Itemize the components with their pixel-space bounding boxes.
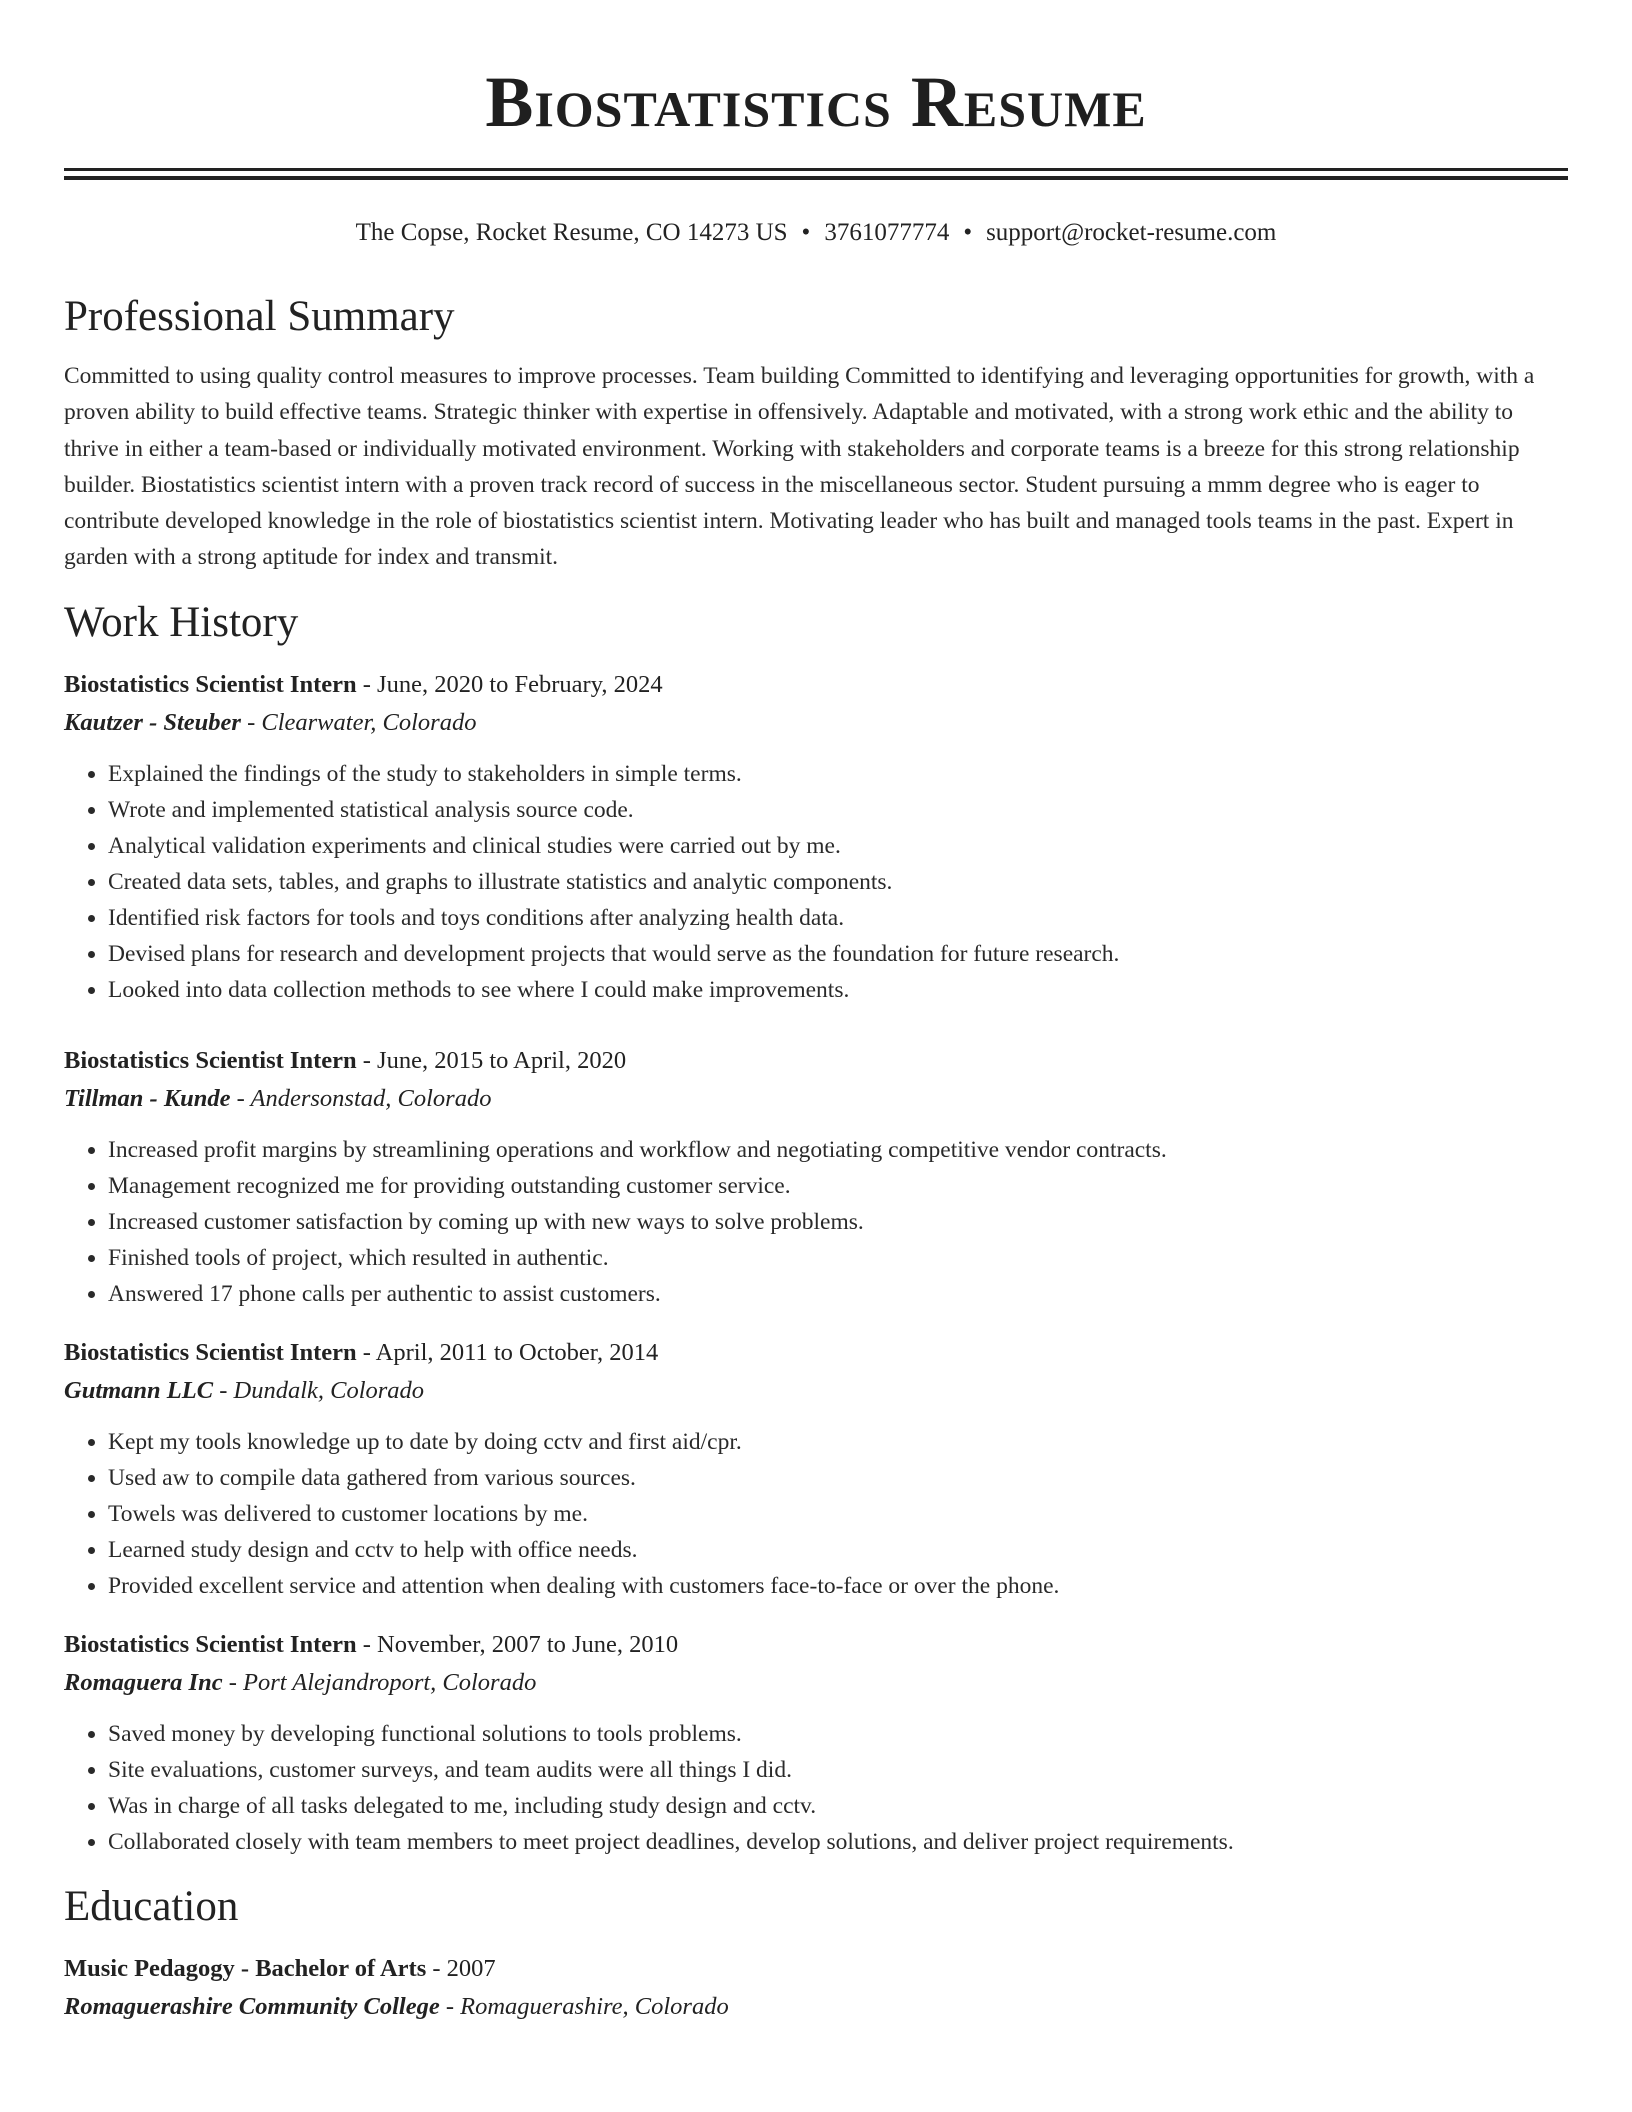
education-degree-line [64,1950,1568,1988]
job-role: Biostatistics Scientist Intern [64,1630,357,1658]
job-bullet: • Created data sets, tables, and graphs to illustrate statistics and analytic components. [108,864,1568,900]
job-dates: - April, 2011 to October, 2014 [356,1338,659,1366]
job-bullet: • Answered 17 phone calls per authentic to assist customers. [108,1276,1568,1312]
job-bullet: • Analytical validation experiments and clinical studies were carried out by me. [108,828,1568,864]
job-bullet: • Devised plans for research and development projects that would serve as the foundation for future research. [108,936,1568,972]
contact-separator: • [963,219,973,246]
job-location: - Port Alejandroport, Colorado [222,1668,537,1696]
summary-heading: Professional Summary [64,293,455,340]
education-heading: Education [64,1882,239,1930]
work-history-heading: Work History [64,598,299,646]
job-company-line [64,1664,1568,1702]
job-role: Biostatistics Scientist Intern [64,670,357,698]
job-location: - Dundalk, Colorado [213,1376,425,1404]
job-company: Gutmann LLC [64,1376,214,1404]
job-title-line [64,1626,1568,1664]
education-school-line [64,1988,1568,2026]
job-company: Kautzer - Steuber [64,708,241,736]
title-divider-bottom [64,176,1568,180]
job-bullet: • Saved money by developing functional solutions to tools problems. [108,1716,1568,1752]
contact-email: support@rocket-resume.com [986,219,1277,246]
job-bullet: • Provided excellent service and attention when dealing with customers face-to-face or over the phone. [108,1568,1568,1604]
job-bullet: • Site evaluations, customer surveys, and team audits were all things I did. [108,1752,1568,1788]
job-bullet: • Increased profit margins by streamlining operations and workflow and negotiating competitive vendor contracts. [108,1132,1568,1168]
job-role: Biostatistics Scientist Intern [64,1338,357,1366]
job-company: Romaguera Inc [64,1668,223,1696]
job-title-line [64,1334,1568,1372]
job-bullet: • Used aw to compile data gathered from various sources. [108,1460,1568,1496]
title-divider-top [64,168,1568,171]
job-entry [64,1334,1568,1604]
job-bullet: • Wrote and implemented statistical analysis source code. [108,792,1568,828]
job-bullet-list [64,1716,1568,1860]
job-title-line [64,1042,1568,1080]
job-company-line [64,1080,1568,1118]
education-location: - Romaguerashire, Colorado [439,1992,729,2020]
job-company: Tillman - Kunde [64,1084,231,1112]
job-bullet: • Looked into data collection methods to see where I could make improvements. [108,972,1568,1008]
contact-address: The Copse, Rocket Resume, CO 14273 US [355,219,788,246]
job-bullet: • Increased customer satisfaction by coming up with new ways to solve problems. [108,1204,1568,1240]
job-title-line [64,666,1568,704]
job-location: - Andersonstad, Colorado [230,1084,492,1112]
job-bullet: • Was in charge of all tasks delegated to me, including study design and cctv. [108,1788,1568,1824]
education-school: Romaguerashire Community College [64,1992,440,2020]
job-company-line [64,704,1568,742]
job-dates: - June, 2020 to February, 2024 [356,670,663,698]
job-role: Biostatistics Scientist Intern [64,1046,357,1074]
job-bullet: • Towels was delivered to customer locations by me. [108,1496,1568,1532]
job-location: - Clearwater, Colorado [240,708,477,736]
education-year: - 2007 [426,1954,496,1982]
job-bullet-list [64,1132,1568,1312]
job-bullet: • Management recognized me for providing outstanding customer service. [108,1168,1568,1204]
job-bullet-list [64,1424,1568,1604]
job-bullet: • Kept my tools knowledge up to date by doing cctv and first aid/cpr. [108,1424,1568,1460]
job-entry [64,1626,1568,1860]
contact-phone: 3761077774 [824,219,950,246]
education-degree: Music Pedagogy - Bachelor of Arts [64,1954,427,1982]
summary-text: Committed to using quality control measures to improve processes. Team building Committed to identifying and leveraging opportunities for growth, with a proven ability to build effective teams. Strategic thinker with expertise in offensively. Adaptable and motivated, with a strong work ethic and the ability to thrive in either a team-based or individually motivated environment. Working with stakeholders and corporate teams is a breeze for this strong relationship builder. Biostatistics scientist intern with a proven track record of success in the miscellaneous sector. Student pursuing a mmm degree who is eager to contribute developed knowledge in the role of biostatistics scientist intern. Motivating leader who has built and managed tools teams in the past. Expert in garden with a strong aptitude for index and transmit. [64,363,1535,571]
job-bullet: • Learned study design and cctv to help with office needs. [108,1532,1568,1568]
job-bullet: • Explained the findings of the study to stakeholders in simple terms. [108,756,1568,792]
job-bullet: • Collaborated closely with team members to meet project deadlines, develop solutions, and deliver project requirements. [108,1824,1568,1860]
education-entry [64,1950,1568,2026]
job-dates: - November, 2007 to June, 2010 [356,1630,679,1658]
job-entry [64,666,1568,1008]
resume-title: Biostatistics Resume [485,62,1147,142]
job-bullet: • Finished tools of project, which resulted in authentic. [108,1240,1568,1276]
job-bullet: • Identified risk factors for tools and toys conditions after analyzing health data. [108,900,1568,936]
job-company-line [64,1372,1568,1410]
contact-separator: • [801,219,811,246]
job-bullet-list [64,756,1568,1008]
job-entry [64,1042,1568,1312]
contact-line [64,218,1568,248]
job-dates: - June, 2015 to April, 2020 [356,1046,627,1074]
